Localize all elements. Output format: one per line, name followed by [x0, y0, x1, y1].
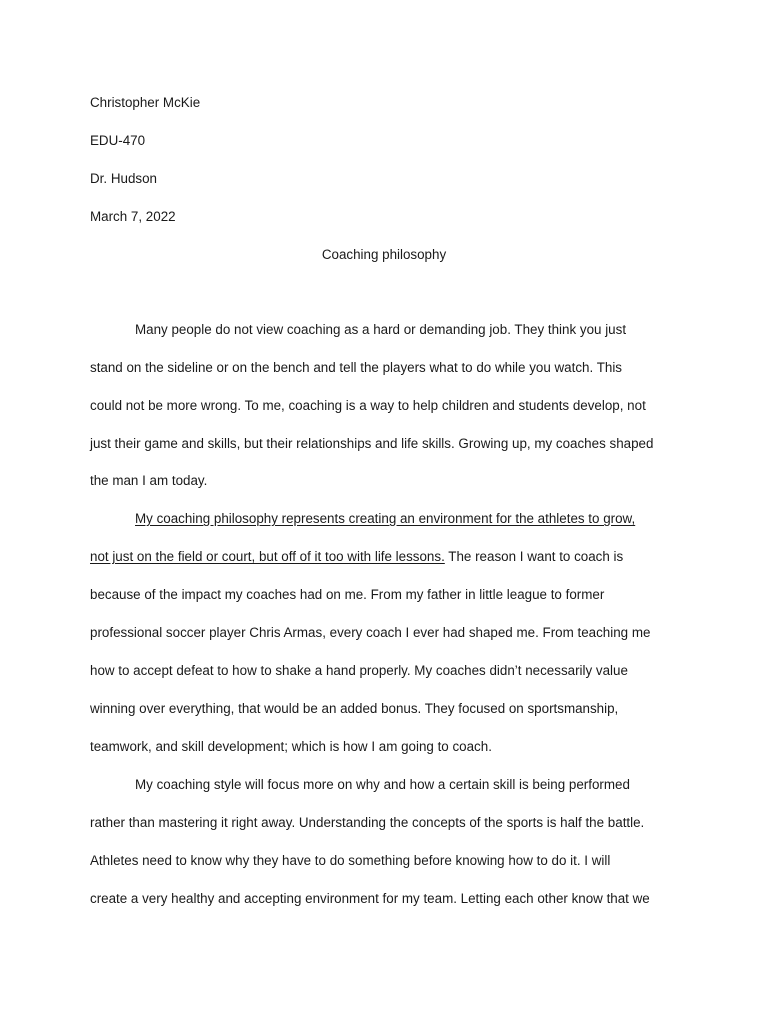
paragraph-1-line-4: just their game and skills, but their relationships and life skills. Growing up, my coaches shaped — [90, 436, 654, 451]
paragraph-2-line-5: how to accept defeat to how to shake a hand properly. My coaches didn’t necessarily value — [90, 663, 628, 678]
paragraph-3-line-2: rather than mastering it right away. Understanding the concepts of the sports is half the battle. — [90, 815, 645, 830]
paragraph-1-line-1: Many people do not view coaching as a hard or demanding job. They think you just — [135, 322, 627, 337]
paragraph-3-line-3: Athletes need to know why they have to do something before knowing how to do it. I will — [90, 853, 611, 868]
paragraph-2-line-2 — [90, 548, 623, 566]
paragraph-1-line-5: the man I am today. — [90, 473, 208, 488]
paragraph-2-line-3: because of the impact my coaches had on me. From my father in little league to former — [90, 587, 605, 602]
paragraph-1-line-2: stand on the sideline or on the bench and tell the players what to do while you watch. This — [90, 360, 622, 375]
paragraph-1-line-3: could not be more wrong. To me, coaching is a way to help children and students develop, not — [90, 398, 646, 413]
paragraph-2-line-1 — [135, 510, 635, 528]
document-date: March 7, 2022 — [90, 209, 176, 224]
underlined-thesis-part-2: not just on the field or court, but off of it too with life lessons. — [90, 549, 445, 564]
instructor-name: Dr. Hudson — [90, 171, 157, 186]
document-title: Coaching philosophy — [321, 247, 447, 262]
paragraph-3-line-4: create a very healthy and accepting environment for my team. Letting each other know that we — [90, 891, 650, 906]
author-name: Christopher McKie — [90, 95, 201, 110]
underlined-thesis-part-1: My coaching philosophy represents creating an environment for the athletes to grow, — [135, 511, 636, 526]
paragraph-2-line-4: professional soccer player Chris Armas, every coach I ever had shaped me. From teaching me — [90, 625, 651, 640]
paragraph-3-line-1: My coaching style will focus more on why and how a certain skill is being performed — [135, 777, 630, 792]
course-code: EDU-470 — [90, 133, 146, 148]
paragraph-2-line-2-rest: The reason I want to coach is — [448, 549, 624, 564]
paragraph-2-line-7: teamwork, and skill development; which is how I am going to coach. — [90, 739, 492, 754]
paragraph-2-line-6: winning over everything, that would be an added bonus. They focused on sportsmanship, — [90, 701, 619, 716]
